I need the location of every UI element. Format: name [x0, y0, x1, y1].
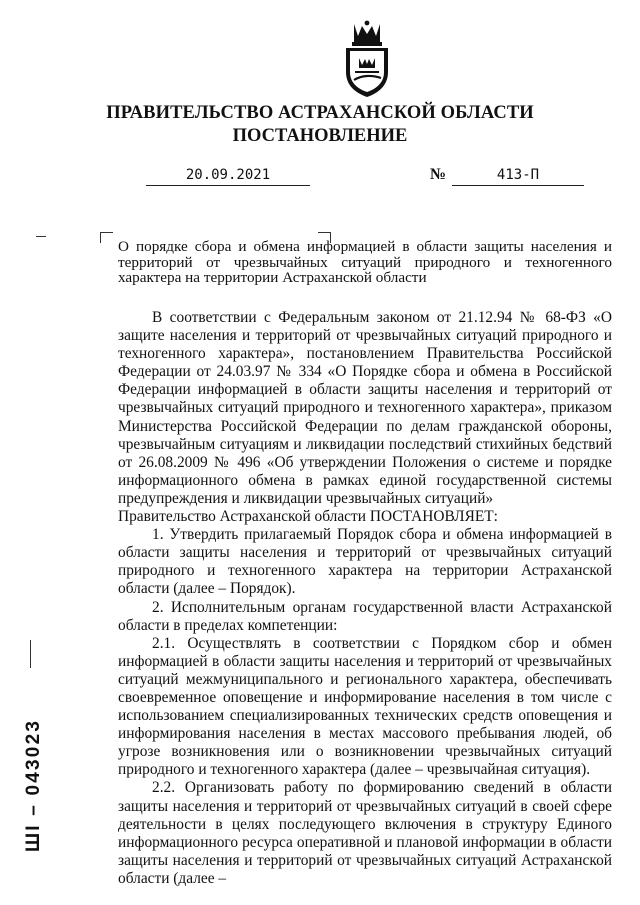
margin-serial-number: ШI – 043023 — [23, 718, 44, 852]
document-type: ПОСТАНОВЛЕНИЕ — [232, 126, 408, 146]
organization-title: ПРАВИТЕЛЬСТВО АСТРАХАНСКОЙ ОБЛАСТИ — [106, 103, 534, 123]
item-2: 2. Исполнительным органам государственной власти Астраханской области в пределах компетенции: — [118, 598, 612, 634]
document-date: 20.09.2021 — [146, 166, 310, 186]
item-2-1: 2.1. Осуществлять в соответствии с Порядком сбор и обмен информацией в области защиты населения и территорий от чрезвычайных ситуаций межмуниципального и регионального характера, обеспечивать своевременное оповещение и информирование населения в том числе с использованием специализированных технических средств оповещения и информирования населения в местах массового пребывания людей, об угрозе возникновения или о возникновении чрезвычайных ситуаций природного и техногенного характера (далее – чрезвычайная ситуация). — [118, 634, 612, 779]
corner-mark — [100, 232, 113, 243]
margin-line — [30, 640, 31, 668]
document-subject: О порядке сбора и обмена информацией в области защиты населения и территорий от чрезвычайных ситуаций природного и техногенного характера на территории Астраханской области — [118, 238, 612, 286]
resolution-line: Правительство Астраханской области ПОСТАНОВЛЯЕТ: — [118, 508, 498, 526]
document-number: 413-П — [452, 166, 584, 186]
preamble-paragraph: В соответствии с Федеральным законом от 21.12.94 № 68-ФЗ «О защите населения и территорий от чрезвычайных ситуаций природного и техногенного характера», постановлением Правительства Российской Федерации от 24.03.97 № 334 «О Порядке сбора и обмена в Российской Федерации информацией в области защиты населения и территорий от чрезвычайных ситуаций природного и техногенного характера», приказом Министерства Российской Федерации по делам гражданской обороны, чрезвычайным ситуациям и ликвидации последствий стихийных бедствий от 26.08.2009 № 496 «Об утверждении Положения о системе и порядке информационного обмена в рамках единой государственной системы предупреждения и ликвидации чрезвычайных ситуаций» — [118, 309, 612, 507]
number-sign: № — [430, 166, 447, 183]
corner-mark — [36, 236, 46, 237]
coat-of-arms-icon — [338, 20, 396, 98]
document-body — [118, 309, 612, 888]
item-1: 1. Утвердить прилагаемый Порядок сбора и обмена информацией в области защиты населения и территорий от чрезвычайных ситуаций природного и техногенного характера на территории Астраханской области (далее – Порядок). — [118, 526, 612, 598]
item-2-2: 2.2. Организовать работу по формированию сведений в области защиты населения и территорий от чрезвычайных ситуаций в своей сфере деятельности в целях последующего включения в структуру Единого информационного ресурса оперативной и плановой информации в области защиты населения и территорий от чрезвычайных ситуаций Астраханской области (далее – — [118, 779, 612, 887]
